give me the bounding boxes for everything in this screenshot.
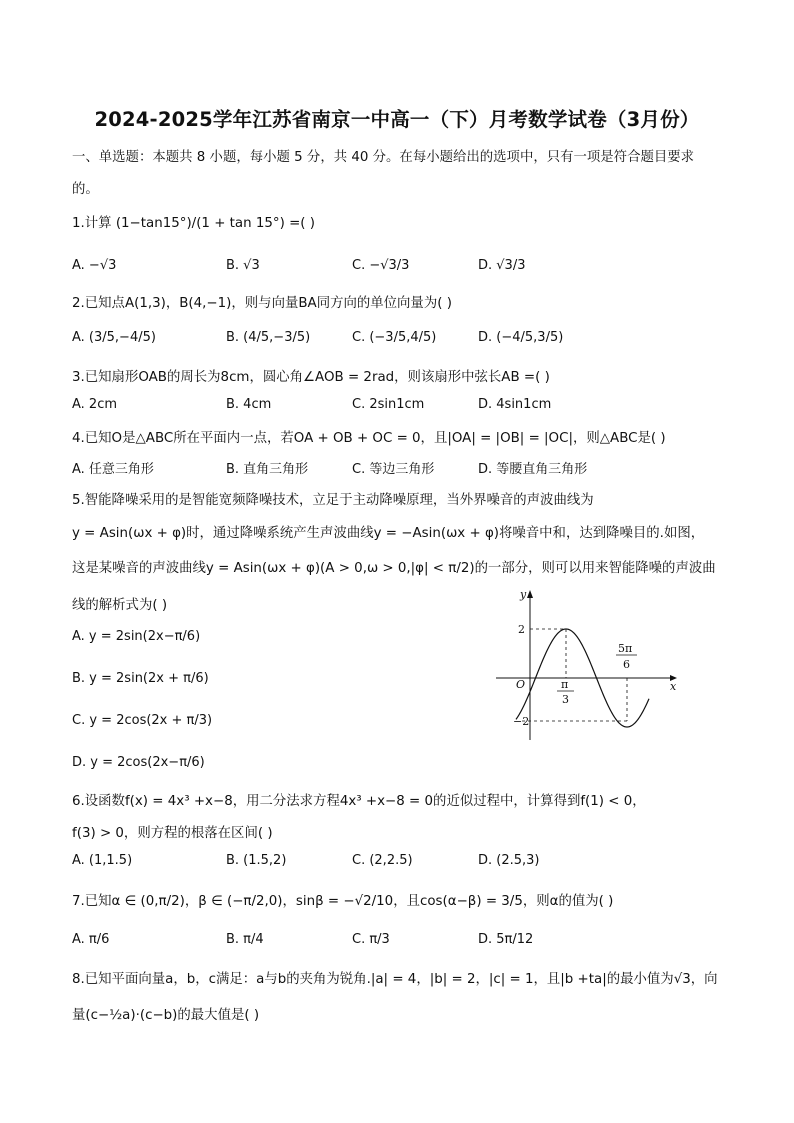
- question-6-option-b: B. (1.5,2): [226, 853, 287, 868]
- question-5-option-b: B. y = 2sin(2x + π/6): [72, 671, 209, 686]
- section-heading-line-1: 一、单选题：本题共 8 小题，每小题 5 分，共 40 分。在每小题给出的选项中，只有一项是符合题目要求: [72, 150, 695, 165]
- question-5-stem-line-4: 线的解析式为( ): [72, 598, 168, 613]
- question-2-option-d: D. (−4/5,3/5): [478, 330, 564, 345]
- question-2-stem: 2.已知点A(1,3)，B(4,−1)，则与向量BA同方向的单位向量为( ): [72, 296, 452, 311]
- question-3-option-b: B. 4cm: [226, 397, 272, 412]
- question-7-option-a: A. π/6: [72, 932, 110, 947]
- question-8-stem-line-2: 量(c−½a)·(c−b)的最大值是( ): [72, 1008, 260, 1023]
- question-5-option-d: D. y = 2cos(2x−π/6): [72, 755, 205, 770]
- question-1-option-a: A. −√3: [72, 258, 117, 273]
- y-min-label: −2: [513, 715, 530, 728]
- question-5-stem-line-2: y = Asin(ωx + φ)时，通过降噪系统产生声波曲线y = −Asin(ωx + φ)将噪音中和，达到降噪目的.如图，: [72, 526, 705, 541]
- question-6-option-a: A. (1,1.5): [72, 853, 133, 868]
- question-4-stem: 4.已知O是△ABC所在平面内一点，若OA + OB + OC = 0，且|OA| = |OB| = |OC|，则△ABC是( ): [72, 431, 666, 446]
- y-axis-label: y: [520, 588, 527, 601]
- sound-wave-graph: [494, 584, 684, 744]
- question-5-option-c: C. y = 2cos(2x + π/3): [72, 713, 213, 728]
- question-1-stem: 1.计算 (1−tan15°)/(1 + tan 15°) =( ): [72, 216, 316, 231]
- x-axis-label: x: [670, 680, 677, 693]
- question-1-option-c: C. −√3/3: [352, 258, 410, 273]
- question-4-option-d: D. 等腰直角三角形: [478, 462, 588, 477]
- section-heading-line-2: 的。: [72, 182, 99, 197]
- question-2-option-c: C. (−3/5,4/5): [352, 330, 437, 345]
- question-6-stem-line-1: 6.设函数f(x) = 4x³ +x−8，用二分法求方程4x³ +x−8 = 0的近似过程中，计算得到f(1) < 0，: [72, 794, 646, 809]
- question-7-option-c: C. π/3: [352, 932, 390, 947]
- question-7-option-d: D. 5π/12: [478, 932, 534, 947]
- origin-label: O: [516, 678, 526, 691]
- x-tick-label-1-numerator: π: [561, 678, 569, 691]
- x-tick-label-1-denominator: 3: [562, 693, 569, 706]
- y-axis-arrow: [527, 590, 533, 598]
- question-7-option-b: B. π/4: [226, 932, 264, 947]
- question-2-option-b: B. (4/5,−3/5): [226, 330, 311, 345]
- page-title: 2024-2025学年江苏省南京一中高一（下）月考数学试卷（3月份）: [94, 108, 700, 131]
- question-4-option-b: B. 直角三角形: [226, 462, 309, 477]
- question-5-stem-line-1: 5.智能降噪采用的是智能宽频降噪技术，立足于主动降噪原理，当外界噪音的声波曲线为: [72, 493, 594, 508]
- question-7-stem: 7.已知α ∈ (0,π/2)，β ∈ (−π/2,0)，sinβ = −√2/10，且cos(α−β) = 3/5，则α的值为( ): [72, 894, 614, 909]
- question-4-option-c: C. 等边三角形: [352, 462, 435, 477]
- question-1-option-b: B. √3: [226, 258, 260, 273]
- question-1-option-d: D. √3/3: [478, 258, 526, 273]
- question-3-option-d: D. 4sin1cm: [478, 397, 552, 412]
- question-8-stem-line-1: 8.已知平面向量a，b，c满足：a与b的夹角为锐角.|a| = 4，|b| = 2，|c| = 1，且|b +ta|的最小值为√3，向: [72, 972, 718, 987]
- question-6-option-d: D. (2.5,3): [478, 853, 540, 868]
- question-6-stem-line-2: f(3) > 0，则方程的根落在区间( ): [72, 826, 273, 841]
- question-5-stem-line-3: 这是某噪音的声波曲线y = Asin(ωx + φ)(A > 0,ω > 0,|φ| < π/2)的一部分，则可以用来智能降噪的声波曲: [72, 561, 716, 576]
- question-4-option-a: A. 任意三角形: [72, 462, 154, 477]
- question-5-option-a: A. y = 2sin(2x−π/6): [72, 629, 201, 644]
- question-6-option-c: C. (2,2.5): [352, 853, 413, 868]
- x-tick-label-2-denominator: 6: [623, 658, 630, 671]
- x-tick-label-2-numerator: 5π: [618, 642, 633, 655]
- y-max-label: 2: [518, 623, 525, 636]
- question-3-stem: 3.已知扇形OAB的周长为8cm，圆心角∠AOB = 2rad，则该扇形中弦长AB =( ): [72, 370, 550, 385]
- question-2-option-a: A. (3/5,−4/5): [72, 330, 156, 345]
- question-3-option-a: A. 2cm: [72, 397, 118, 412]
- question-3-option-c: C. 2sin1cm: [352, 397, 425, 412]
